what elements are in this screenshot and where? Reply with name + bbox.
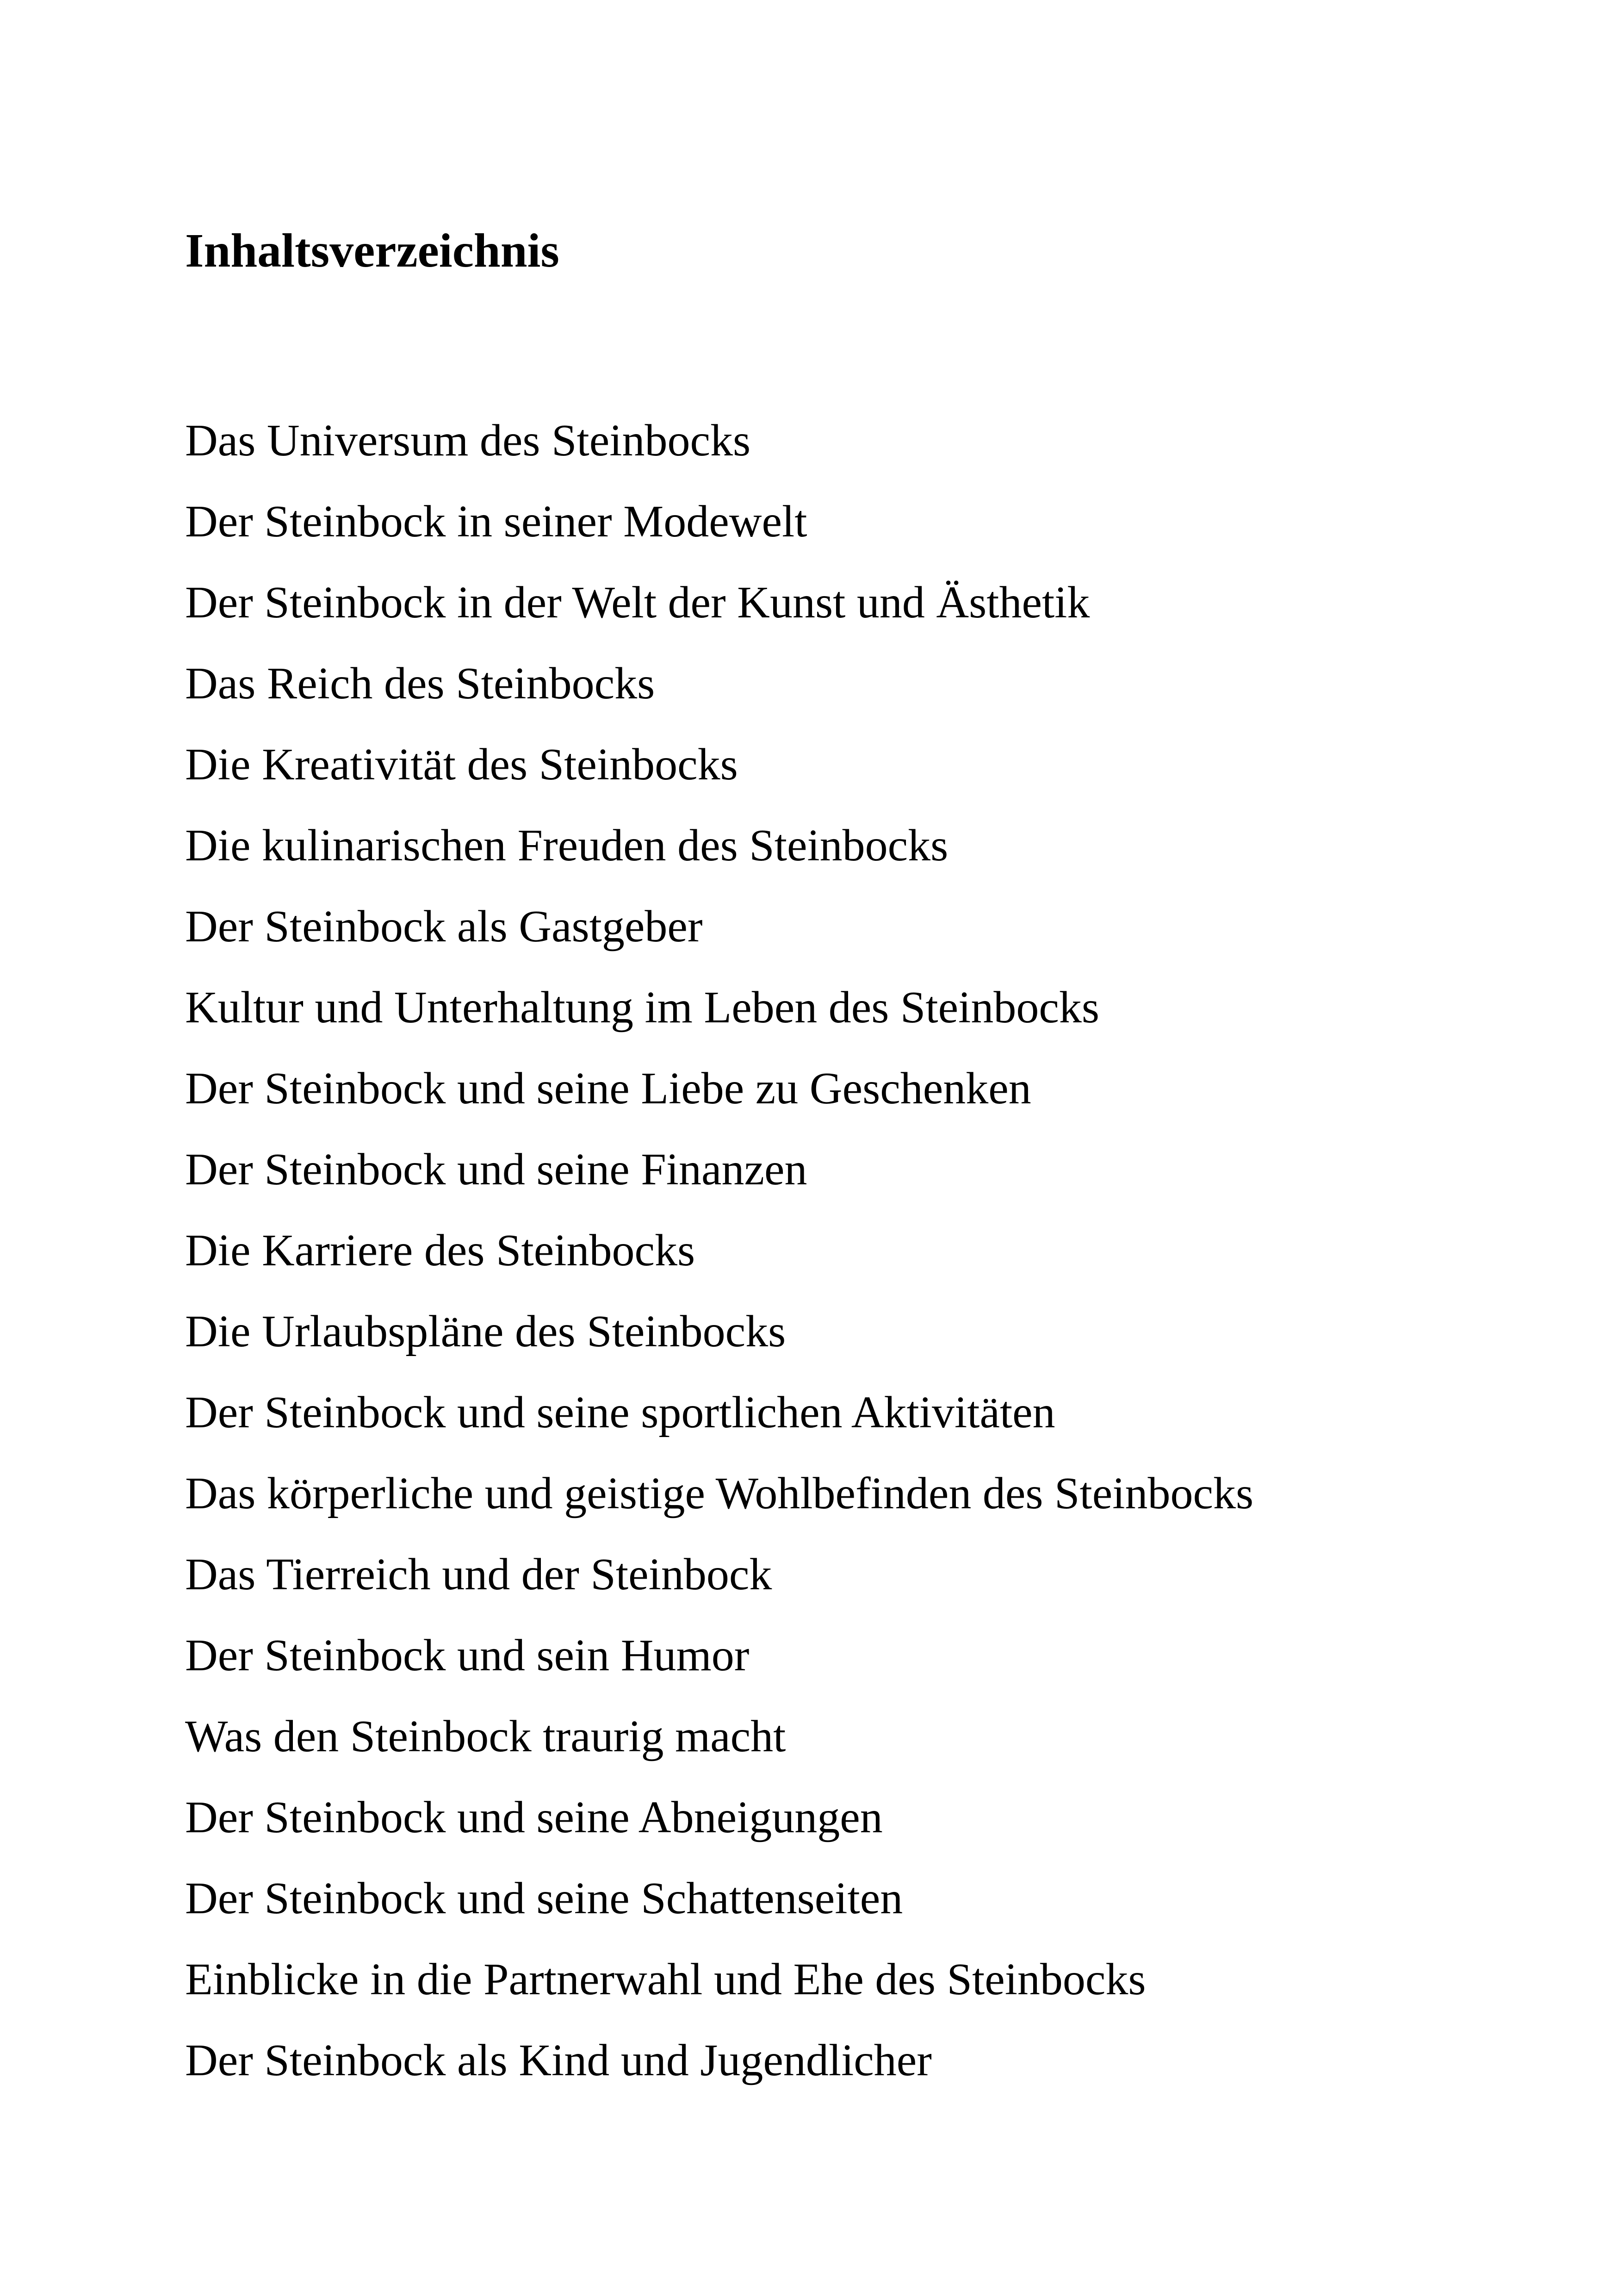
toc-entry: Die Karriere des Steinbocks bbox=[185, 1226, 695, 1276]
toc-entry: Das Universum des Steinbocks bbox=[185, 416, 751, 466]
toc-entry: Kultur und Unterhaltung im Leben des Steinbocks bbox=[185, 983, 1099, 1033]
toc-entry: Der Steinbock als Kind und Jugendlicher bbox=[185, 2035, 932, 2085]
toc-entry: Was den Steinbock traurig macht bbox=[185, 1711, 786, 1761]
toc-list bbox=[185, 400, 1253, 2101]
toc-entry: Der Steinbock und seine Liebe zu Geschenken bbox=[185, 1064, 1031, 1114]
toc-entry: Das Reich des Steinbocks bbox=[185, 659, 655, 709]
toc-entry: Einblicke in die Partnerwahl und Ehe des Steinbocks bbox=[185, 1954, 1146, 2004]
toc-entry: Der Steinbock in seiner Modewelt bbox=[185, 497, 807, 547]
toc-entry: Die Urlaubspläne des Steinbocks bbox=[185, 1307, 786, 1356]
toc-entry: Der Steinbock und seine Finanzen bbox=[185, 1145, 807, 1195]
toc-entry: Der Steinbock in der Welt der Kunst und Ästhetik bbox=[185, 578, 1090, 628]
toc-entry: Der Steinbock und sein Humor bbox=[185, 1630, 750, 1680]
toc-entry: Der Steinbock als Gastgeber bbox=[185, 902, 703, 952]
toc-entry: Der Steinbock und seine Schattenseiten bbox=[185, 1873, 903, 1923]
toc-entry: Die kulinarischen Freuden des Steinbocks bbox=[185, 821, 948, 871]
toc-entry: Das körperliche und geistige Wohlbefinden des Steinbocks bbox=[185, 1468, 1254, 1518]
toc-entry: Die Kreativität des Steinbocks bbox=[185, 740, 738, 790]
toc-entry: Das Tierreich und der Steinbock bbox=[185, 1549, 772, 1599]
toc-entry: Der Steinbock und seine sportlichen Aktivitäten bbox=[185, 1388, 1055, 1437]
page-title: Inhaltsverzeichnis bbox=[185, 224, 559, 277]
toc-entry: Der Steinbock und seine Abneigungen bbox=[185, 1792, 883, 1842]
